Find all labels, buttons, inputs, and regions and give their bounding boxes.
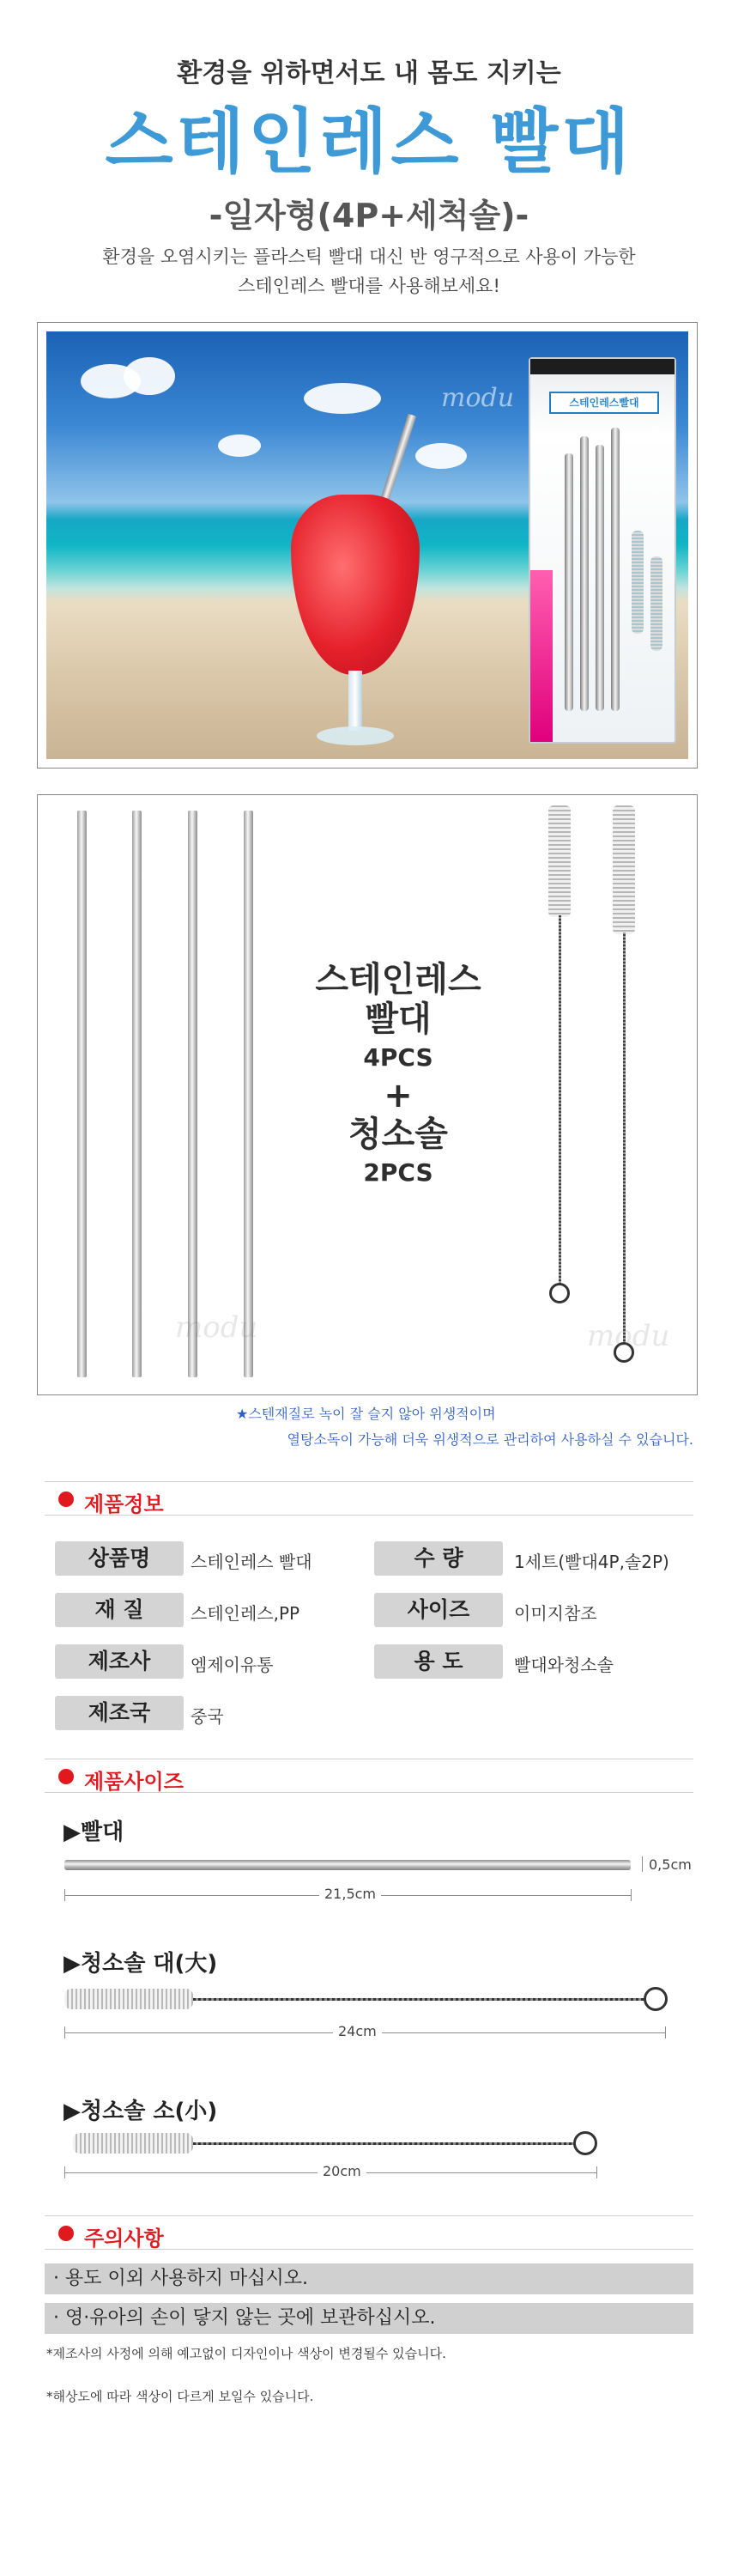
product-package xyxy=(529,357,676,744)
large-brush-length: 24cm xyxy=(333,2023,382,2039)
hygiene-note-2: 열탕소독이 가능해 더욱 위생적으로 관리하여 사용하실 수 있습니다. xyxy=(287,1431,693,1448)
components-frame xyxy=(37,794,698,1395)
info-value: 빨대와청소솔 xyxy=(514,1655,614,1675)
glass-stem xyxy=(348,671,362,731)
caution-heading xyxy=(45,2215,693,2250)
package-title: 스테인레스빨대 xyxy=(549,392,659,414)
red-drink-glass xyxy=(291,495,420,675)
brush-2-wire xyxy=(623,933,626,1345)
info-label: 수 량 xyxy=(374,1541,503,1576)
package-straw xyxy=(596,445,604,711)
intro-line-1: 환경을 오염시키는 플라스틱 빨대 대신 반 영구적으로 사용이 가능한 xyxy=(102,246,636,267)
watermark: modu xyxy=(175,1310,258,1345)
info-row xyxy=(55,1541,707,1579)
brush-1-ring xyxy=(549,1283,570,1303)
info-label: 사이즈 xyxy=(374,1593,503,1627)
product-size-section xyxy=(0,1759,738,2205)
straw-size-label: ▶빨대 xyxy=(64,1820,124,1845)
diameter-line xyxy=(642,1856,643,1872)
brush-2-bristle xyxy=(613,805,635,934)
dim-tick xyxy=(631,1889,632,1901)
package-brush xyxy=(650,556,662,651)
brush-1-bristle xyxy=(548,805,571,917)
sub-title: 환경을 위하면서도 내 몸도 지키는 xyxy=(177,58,561,88)
components-title-1: 스테인레스 xyxy=(315,960,481,999)
info-value: 1세트(빨대4P,솔2P) xyxy=(514,1552,669,1572)
brush-1-wire xyxy=(559,915,561,1285)
package-straw xyxy=(611,428,620,711)
hygiene-note-1: ★스텐재질로 녹이 잘 슬지 않아 위생적이며 xyxy=(236,1406,496,1422)
cloud xyxy=(218,434,261,457)
beach-photo-frame xyxy=(37,322,698,769)
package-top-bar xyxy=(530,359,674,374)
large-brush-label: ▶청소솔 대(大) xyxy=(64,1951,218,1977)
package-straw xyxy=(580,436,589,711)
type-title: -일자형(4P+세척솔)- xyxy=(209,197,529,234)
product-info-section xyxy=(0,1481,738,1765)
info-row xyxy=(55,1644,707,1682)
info-label: 제조사 xyxy=(55,1644,184,1679)
dim-tick xyxy=(596,2166,597,2178)
intro-line-2: 스테인레스 빨대를 사용해보세요! xyxy=(238,276,500,296)
brush-name: 청소솔 xyxy=(348,1115,448,1154)
info-row xyxy=(55,1696,707,1734)
cloud xyxy=(304,383,381,414)
red-dot-icon xyxy=(58,1769,74,1784)
cloud xyxy=(415,443,467,469)
info-value: 스테인레스,PP xyxy=(191,1603,300,1624)
caution-note: *제조사의 사정에 의해 예고없이 디자인이나 색상이 변경될수 있습니다. xyxy=(46,2346,446,2361)
product-info-title: 제품정보 xyxy=(84,1492,164,1516)
straw-2 xyxy=(132,811,142,1377)
info-label: 용 도 xyxy=(374,1644,503,1679)
intro-text xyxy=(0,242,738,301)
info-value: 이미지참조 xyxy=(514,1603,597,1624)
glass-base xyxy=(317,726,394,745)
info-value: 스테인레스 빨대 xyxy=(191,1552,312,1572)
info-label: 상품명 xyxy=(55,1541,184,1576)
watermark: modu xyxy=(441,383,515,413)
straw-quantity: 4PCS xyxy=(363,1043,433,1072)
small-brush-label: ▶청소솔 소(小) xyxy=(64,2099,218,2124)
large-brush-wire xyxy=(193,1998,646,2001)
caution-item: · 영·유아의 손이 닿지 않는 곳에 보관하십시오. xyxy=(45,2303,693,2334)
info-value: 중국 xyxy=(191,1706,224,1727)
dim-tick xyxy=(665,2026,666,2038)
small-brush-ring xyxy=(573,2131,597,2155)
beach-photo xyxy=(46,331,688,759)
watermark: modu xyxy=(587,1319,670,1353)
straw-3 xyxy=(188,811,197,1377)
hygiene-note xyxy=(0,1401,738,1453)
large-brush-ring xyxy=(644,1987,668,2011)
info-label: 제조국 xyxy=(55,1696,184,1730)
caution-title: 주의사항 xyxy=(84,2227,164,2251)
info-value: 엠제이유통 xyxy=(191,1655,274,1675)
product-info-heading xyxy=(45,1481,693,1516)
straw-1 xyxy=(77,811,87,1377)
caution-note: *해상도에 따라 색상이 다르게 보일수 있습니다. xyxy=(46,2389,314,2404)
small-brush-wire xyxy=(193,2142,575,2145)
components-text xyxy=(287,960,510,1192)
red-dot-icon xyxy=(58,2226,74,2241)
product-size-heading xyxy=(45,1759,693,1793)
product-size-title: 제품사이즈 xyxy=(84,1770,184,1794)
main-title: 스테인레스 빨대 xyxy=(105,101,633,183)
straw-length: 21,5cm xyxy=(319,1886,381,1902)
package-straw xyxy=(565,453,573,711)
package-pink-stripe xyxy=(530,570,553,742)
components-title-2: 빨대 xyxy=(365,999,432,1039)
package-brush xyxy=(632,531,644,634)
red-dot-icon xyxy=(58,1492,74,1507)
info-row xyxy=(55,1593,707,1631)
caution-item: · 용도 이외 사용하지 마십시오. xyxy=(45,2263,693,2294)
small-brush-length: 20cm xyxy=(318,2163,366,2179)
caution-section xyxy=(0,2215,738,2439)
small-brush-bristle xyxy=(73,2133,193,2154)
plus-sign: + xyxy=(384,1076,413,1115)
cloud xyxy=(124,357,175,395)
brush-quantity: 2PCS xyxy=(363,1158,433,1187)
info-label: 재 질 xyxy=(55,1593,184,1627)
straw-diameter: 0,5cm xyxy=(644,1856,697,1873)
straw-size-drawing xyxy=(64,1860,631,1870)
straw-4 xyxy=(244,811,253,1377)
large-brush-bristle xyxy=(64,1989,193,2009)
